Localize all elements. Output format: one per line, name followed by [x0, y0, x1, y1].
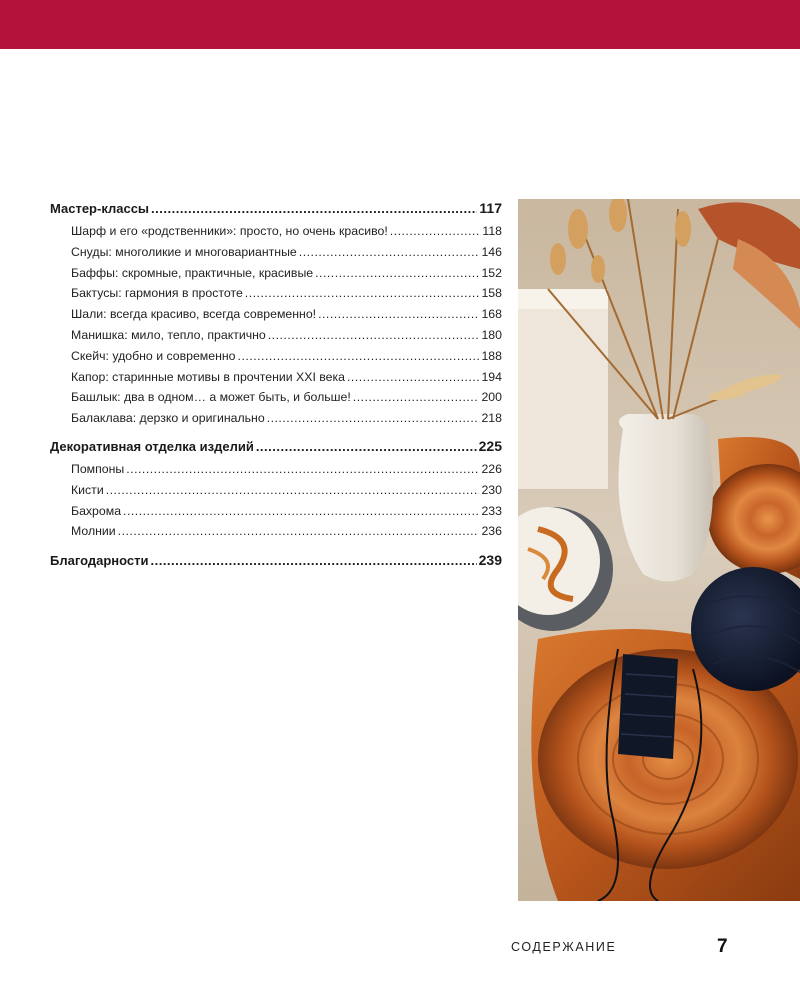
toc-leader-dots	[315, 263, 479, 284]
toc-leader-dots	[123, 501, 479, 522]
toc-item-page: 152	[481, 265, 502, 280]
toc-item-title: Башлык: два в одном… а может быть, и больше!	[71, 390, 351, 405]
toc-section-title: Мастер-классы	[50, 201, 150, 216]
toc-leader-dots	[318, 304, 479, 325]
toc-section-master-classes[interactable]	[50, 199, 502, 217]
toc-section-title: Декоративная отделка изделий	[50, 438, 254, 454]
knitting-still-life-image	[518, 199, 800, 901]
toc-item[interactable]	[50, 521, 502, 542]
toc-item-title: Кисти	[71, 482, 104, 497]
toc-leader-dots	[126, 459, 479, 480]
toc-item-page: 218	[481, 411, 502, 426]
toc-leader-dots	[299, 242, 480, 263]
toc-item[interactable]	[50, 367, 502, 388]
toc-item[interactable]	[50, 480, 502, 501]
toc-item[interactable]	[50, 408, 502, 429]
toc-leader-dots	[118, 521, 480, 542]
toc-item[interactable]	[50, 501, 502, 522]
toc-item-title: Балаклава: дерзко и оригинально	[71, 411, 265, 426]
footer-section-label: СОДЕРЖАНИЕ	[511, 940, 617, 954]
toc-item[interactable]	[50, 283, 502, 304]
header-band	[0, 0, 800, 49]
toc-item-page: 233	[481, 503, 502, 518]
toc-section-page: 239	[478, 552, 502, 569]
toc-item-page: 188	[481, 348, 502, 363]
toc-item-page: 146	[481, 244, 502, 259]
toc-item-page: 194	[481, 369, 502, 384]
toc-section-page: 225	[478, 437, 502, 454]
toc-item[interactable]	[50, 387, 502, 408]
toc-section-title: Благодарности	[50, 553, 149, 569]
toc-item-title: Бактусы: гармония в простоте	[71, 286, 243, 301]
toc-item-page: 168	[481, 307, 502, 322]
toc-item[interactable]	[50, 304, 502, 325]
toc-item-title: Молнии	[71, 524, 116, 539]
toc-leader-dots	[347, 367, 479, 388]
toc-item-page: 200	[481, 390, 502, 405]
page-number: 7	[717, 936, 728, 957]
toc-item-title: Скейч: удобно и современно	[71, 348, 236, 363]
toc-leader-dots	[267, 408, 480, 429]
table-of-contents	[50, 199, 502, 569]
toc-item[interactable]	[50, 325, 502, 346]
toc-leader-dots	[245, 283, 480, 304]
toc-item-title: Шарф и его «родственники»: просто, но очень красиво!	[71, 224, 388, 238]
toc-item[interactable]	[50, 242, 502, 263]
toc-leader-dots	[150, 552, 476, 569]
toc-item-page: 226	[481, 461, 502, 476]
toc-item-title: Шали: всегда красиво, всегда современно!	[71, 307, 317, 322]
toc-item-page: 158	[481, 286, 502, 301]
toc-item-page: 118	[482, 224, 502, 238]
toc-item-page: 180	[481, 327, 502, 342]
toc-item-title: Помпоны	[71, 461, 125, 476]
toc-item-page: 230	[481, 482, 502, 497]
toc-leader-dots	[268, 325, 480, 346]
toc-item-page: 236	[481, 524, 502, 539]
toc-leader-dots	[151, 200, 477, 217]
toc-leader-dots	[256, 438, 477, 455]
toc-item-title: Капор: старинные мотивы в прочтении XXI века	[71, 369, 346, 384]
toc-section-decorative-finishing[interactable]	[50, 437, 502, 455]
toc-item-title: Баффы: скромные, практичные, красивые	[71, 265, 314, 280]
toc-section-page: 117	[479, 200, 502, 216]
toc-item[interactable]	[50, 263, 502, 284]
toc-item[interactable]	[50, 459, 502, 480]
toc-section-acknowledgements[interactable]	[50, 551, 502, 569]
toc-item-title: Манишка: мило, тепло, практично	[71, 327, 266, 342]
toc-item-title: Бахрома	[71, 503, 122, 518]
toc-item[interactable]	[50, 221, 502, 242]
toc-leader-dots	[390, 221, 481, 242]
toc-leader-dots	[353, 387, 480, 408]
toc-item[interactable]	[50, 346, 502, 367]
toc-leader-dots	[238, 346, 480, 367]
toc-item-title: Снуды: многоликие и многовариантные	[71, 244, 297, 259]
toc-leader-dots	[106, 480, 480, 501]
